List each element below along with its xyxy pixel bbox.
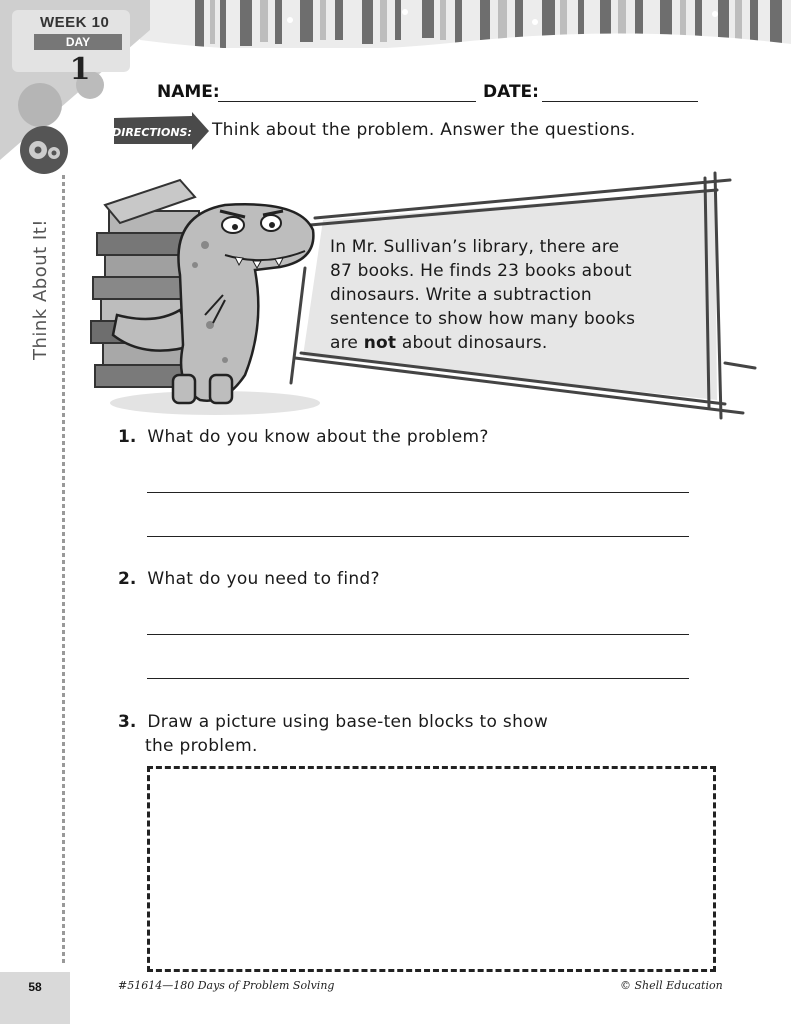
question-3 bbox=[118, 712, 548, 732]
day-number: 1 bbox=[69, 52, 91, 87]
product-footer: #51614—180 Days of Problem Solving bbox=[118, 979, 335, 992]
page-number: 58 bbox=[0, 972, 70, 1024]
directions-text: Think about the problem. Answer the questions. bbox=[212, 120, 636, 140]
question-3-number: 3. bbox=[118, 712, 137, 732]
problem-line-2: 87 books. He finds 23 books about bbox=[330, 261, 632, 281]
problem-line-4: sentence to show how many books bbox=[330, 309, 636, 329]
problem-statement bbox=[330, 235, 715, 355]
question-2-number: 2. bbox=[118, 569, 137, 589]
question-1 bbox=[118, 427, 489, 447]
answer-line-1a[interactable] bbox=[147, 492, 689, 493]
directions-badge bbox=[112, 112, 210, 150]
gear-icon bbox=[14, 125, 74, 175]
problem-line-5: are not about dinosaurs. bbox=[330, 333, 548, 353]
date-field[interactable] bbox=[542, 101, 698, 102]
question-2 bbox=[118, 569, 380, 589]
question-3-text-line-1: Draw a picture using base-ten blocks to show bbox=[147, 712, 549, 732]
problem-line-3: dinosaurs. Write a subtraction bbox=[330, 285, 592, 305]
question-3-text-line-2: the problem. bbox=[145, 736, 258, 756]
header-banner-graphic bbox=[140, 0, 791, 60]
name-field[interactable] bbox=[218, 101, 476, 102]
answer-line-1b[interactable] bbox=[147, 536, 689, 537]
directions-badge-label: DIRECTIONS: bbox=[112, 126, 192, 139]
drawing-area[interactable] bbox=[147, 766, 716, 972]
name-label: NAME: bbox=[157, 82, 220, 102]
side-divider bbox=[62, 175, 65, 965]
week-label: WEEK 10 bbox=[40, 14, 110, 31]
question-1-number: 1. bbox=[118, 427, 137, 447]
copyright-footer: © Shell Education bbox=[620, 979, 723, 992]
answer-line-2b[interactable] bbox=[147, 678, 689, 679]
dinosaur-books-illustration bbox=[85, 175, 325, 420]
question-2-text: What do you need to find? bbox=[147, 569, 380, 589]
question-1-text: What do you know about the problem? bbox=[147, 427, 489, 447]
section-title: Think About It! bbox=[30, 219, 51, 360]
problem-line-1: In Mr. Sullivan’s library, there are bbox=[330, 237, 620, 257]
date-label: DATE: bbox=[483, 82, 539, 102]
answer-line-2a[interactable] bbox=[147, 634, 689, 635]
emphasis-not: not bbox=[363, 333, 397, 353]
day-label: DAY bbox=[34, 34, 122, 50]
